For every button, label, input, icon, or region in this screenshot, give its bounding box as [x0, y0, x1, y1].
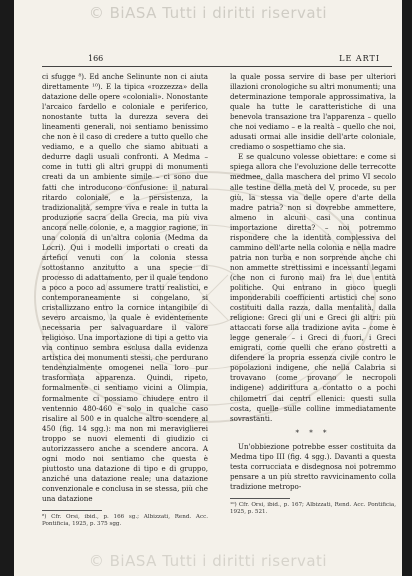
page-number: 166 [88, 54, 104, 63]
right-paragraph-2: E se qualcuno volesse obiettare: e come si spiega allora che l'evoluzione delle terrecotte medmee, dalla maschera del primo VI secolo alle testine della metà del V, procede, su per giù, la stessa via delle opere d'arte della madre patria? non si dovrebbe ammettere, almeno in alcuni casi una continua importazione diretta? – noi potremmo rispondere che la identità complessiva del cammino dell'arte nella colonia e nella madre patria non turba e non sorprende anche chi non ammette strettissimi e incessanti legami (che non ci furono mai) fra le due entità politiche. Qui entrano in gioco quegli imponderabili coefficienti artistici che sono costituiti dalla razza, dalla mentalità, dalla religione: Greci gli uni e Greci gli altri: più attaccati forse alla tradizione avita – come è legge generale – i Greci di fuori, i Greci emigrati, come quelli che erano costretti a difendere la propria essenza civile contro le popolazioni indigene, che nella Calabria si trovavano (come provano le necropoli indigene) addirittura a contatto o a pochi chilometri dai centri ellenici: questi sulla costa, quelle sulle colline immediatamente sovrastanti. [230, 152, 396, 423]
left-column [42, 72, 208, 528]
right-column [230, 72, 396, 516]
right-footnote: ¹⁰) Cfr. Orsi, ibid., p. 167; Albizzati, Rend. Acc. Pontificia, 1925, p. 521. [230, 501, 396, 515]
header-rule [42, 66, 392, 67]
right-paragraph-3: Un'obbiezione potrebbe esser costituita da Medma tipo III (fig. 4 sgg.). Davanti a questa testa corrucciata e disdegnosa noi potremmo pensare a un più stretto ravvicinamento colla tradizione metropo- [230, 441, 396, 491]
watermark-bottom: © BiASA Tutti i diritti riservati [88, 552, 328, 570]
page-header [42, 54, 390, 66]
footnote-rule-right [230, 498, 290, 499]
footnote-rule-left [42, 510, 102, 511]
section-separator: * * * [295, 428, 331, 437]
right-paragraph-1: la quale possa servire di base per ulteriori illazioni cronologiche su altri monumenti; una determinazione temporale approssimativa, la quale ha tutte le caratteristiche di una benevola transazione tra l'apparenza – quello che noi vediamo – e la realtà – quello che noi, adusati ormai alle insidie dell'arte coloniale, crediamo o sospettiamo che sia. [230, 72, 396, 152]
document-page [14, 0, 402, 576]
watermark-top: © BiASA Tutti i diritti riservati [88, 4, 328, 22]
left-column-text: ci sfugge ⁸). Ed anche Selinunte non ci aiuta direttamente ¹⁰). E la tipica «rozzezza» della datazione delle opere «coloniali». Nonostante l'arcaico fardello e coloniale e periferico, nonostante tutta la durezza severa dei lineamenti generali, noi sentiamo benissimo che non è il caso di credere a tutto quello che vediamo, e a quello che siamo abituati a dedurre dagli usuali confronti. A Medma – come in tutti gli altri gruppi di monumenti creati da un ambiente simile – ci sono due fatti che introducono confusione: il natural ritardo coloniale, e la persistenza, la tradizionalità, sempre viva e reale in tutta la produzione sacra della Grecia, ma più viva ancora nelle colonie, e, a maggior ragione, in una colonia di un'altra colonia (Medma da Locri). Qui i modelli importati o creati da artefici venuti con la colonia stessa sottostanno anzitutto a una specie di processo di adattamento, per il quale tendono a poco a poco ad assumere tratti realistici, e contemporaneamente si congelano, si cristallizzano entro la cornice intangibile di severo arcaismo, la quale è evidentemente necessaria per salvaguardare il valore religioso. Una importazione di tipi a getto via via continuo sembra esclusa dalla evidenza artistica dei monumenti stessi, che perdurano tendenzialmente omogenei nella loro pur trasformata apparenza. Quindi, ripeto, formalmente ci sentiamo vicini a Olimpia, formalmente ci possiamo chiudere entro il ventennio 480-460 e solo in qualche caso risalire al 500 e in qualche altro scendere al 450 (fig. 14 sgg.): ma non mi meraviglierei troppo se nuovi elementi di giudizio ci autorizzassero anche a scendere ancora. A ogni modo noi sentiamo che questa è piuttosto una datazione di tipo e di gruppo, anziché una datazione reale; una datazione convenzionale e conclusa in se stessa, più che una datazione [42, 72, 208, 503]
running-title: LE ARTI [339, 54, 380, 63]
left-footnote: ⁸) Cfr. Orsi, ibid., p. 166 sg.; Albizzati, Rend. Acc. Pontificia, 1925, p. 375 sgg. [42, 514, 208, 528]
